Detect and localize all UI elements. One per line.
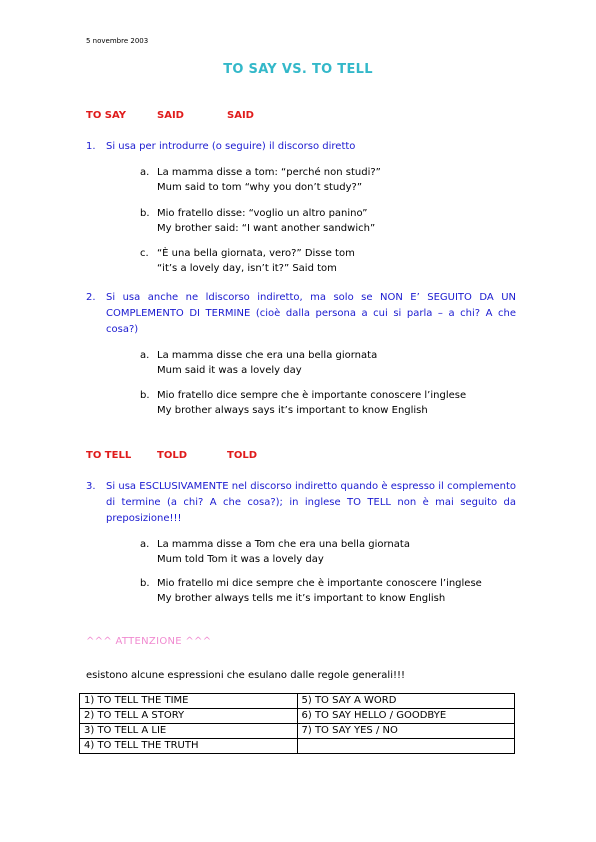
rule-3 [86, 479, 516, 527]
say-base-form: TO SAY [86, 110, 127, 121]
example-italian: La mamma disse a tom: “perché non studi?” [157, 167, 381, 178]
rule-1-example-c [140, 246, 355, 276]
table-cell: 1) TO TELL THE TIME [80, 694, 298, 709]
example-italian: La mamma disse che era una bella giornata [157, 350, 378, 361]
rule-2-example-a [140, 348, 377, 378]
rule-1-example-b [140, 206, 375, 236]
example-letter: b. [140, 578, 150, 589]
table-cell: 4) TO TELL THE TRUTH [80, 739, 298, 754]
rule-text: Si usa anche ne ldiscorso indiretto, ma solo se NON E’ SEGUITO DA UN COMPLEMENTO DI TERMINE (cioè dalla persona a cui si parla – a chi? A che cosa?) [106, 292, 516, 335]
rule-number: 3. [86, 481, 96, 492]
table-cell: 7) TO SAY YES / NO [297, 724, 515, 739]
rule-text: Si usa per introdurre (o seguire) il discorso diretto [106, 141, 356, 152]
example-english: My brother said: “I want another sandwich” [157, 223, 376, 234]
table-cell: 3) TO TELL A LIE [80, 724, 298, 739]
example-italian: Mio fratello mi dice sempre che è importante conoscere l’inglese [157, 578, 482, 589]
exceptions-note: esistono alcune espressioni che esulano dalle regole generali!!! [86, 670, 406, 681]
table-cell: 2) TO TELL A STORY [80, 709, 298, 724]
example-italian: Mio fratello dice sempre che è importante conoscere l’inglese [157, 390, 467, 401]
example-letter: c. [140, 248, 149, 259]
rule-number: 2. [86, 292, 96, 303]
example-english: Mum said to tom “why you don’t study?” [157, 182, 362, 193]
date: 5 novembre 2003 [86, 37, 149, 45]
page-title: TO SAY VS. TO TELL [223, 62, 373, 77]
say-past-form: SAID [157, 110, 184, 121]
rule-2-example-b [140, 388, 466, 418]
example-english: My brother always says it’s important to know English [157, 405, 428, 416]
say-verb-forms [86, 110, 286, 124]
rule-2 [86, 290, 516, 338]
rule-text: Si usa ESCLUSIVAMENTE nel discorso indiretto quando è espresso il complemento di termine (a chi? A che cosa?); in inglese TO TELL non è mai seguito da preposizione!!! [106, 481, 516, 524]
table-row [80, 739, 515, 754]
expressions-table [79, 693, 515, 754]
example-italian: La mamma disse a Tom che era una bella giornata [157, 539, 410, 550]
example-english: My brother always tells me it’s important to know English [157, 593, 446, 604]
attention-heading: ^^^ ATTENZIONE ^^^ [86, 636, 212, 647]
table-row [80, 694, 515, 709]
example-letter: b. [140, 390, 150, 401]
rule-3-example-a [140, 537, 410, 567]
tell-base-form: TO TELL [86, 450, 132, 461]
example-english: “it’s a lovely day, isn’t it?” Said tom [157, 263, 337, 274]
rule-1 [86, 139, 516, 155]
rule-1-example-a [140, 165, 381, 195]
tell-past-form: TOLD [157, 450, 187, 461]
example-letter: a. [140, 350, 150, 361]
rule-number: 1. [86, 141, 96, 152]
example-english: Mum said it was a lovely day [157, 365, 302, 376]
example-letter: a. [140, 539, 150, 550]
tell-verb-forms [86, 450, 286, 464]
table-row [80, 709, 515, 724]
example-english: Mum told Tom it was a lovely day [157, 554, 324, 565]
table-row [80, 724, 515, 739]
example-italian: Mio fratello disse: “voglio un altro panino” [157, 208, 368, 219]
table-cell: 6) TO SAY HELLO / GOODBYE [297, 709, 515, 724]
table-cell: 5) TO SAY A WORD [297, 694, 515, 709]
tell-participle-form: TOLD [227, 450, 257, 461]
example-letter: a. [140, 167, 150, 178]
table-cell [297, 739, 515, 754]
say-participle-form: SAID [227, 110, 254, 121]
example-letter: b. [140, 208, 150, 219]
example-italian: “È una bella giornata, vero?” Disse tom [157, 248, 355, 259]
rule-3-example-b [140, 576, 482, 606]
